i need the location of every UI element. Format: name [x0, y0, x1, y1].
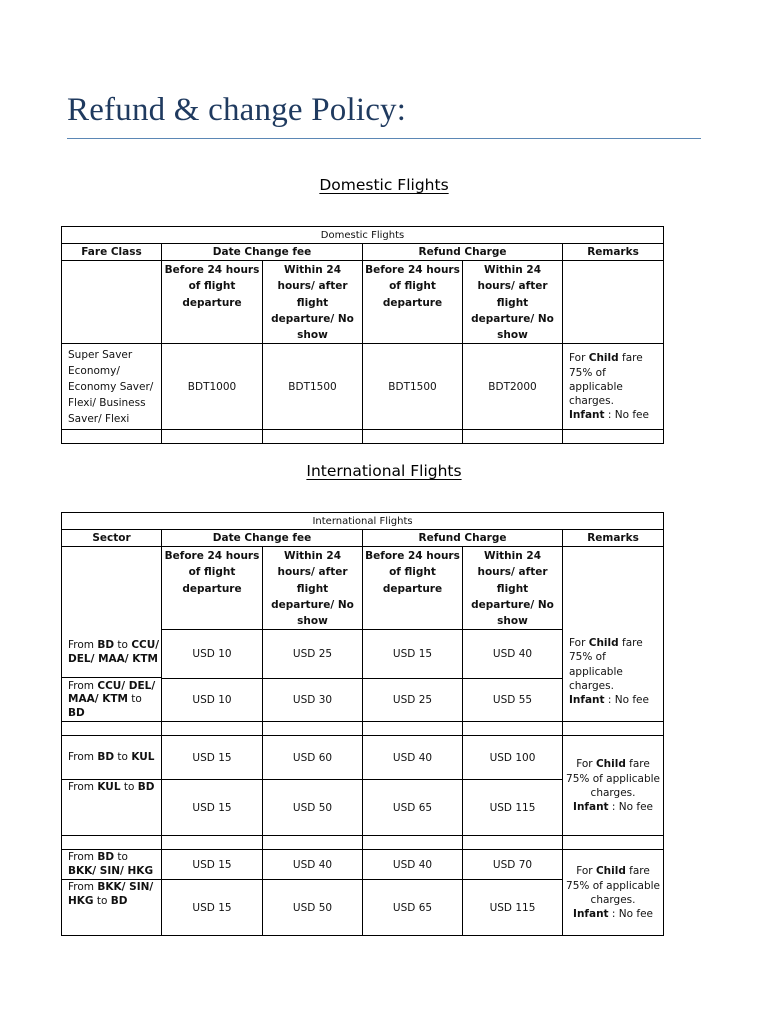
sector-text: From — [68, 881, 98, 894]
sector-text: to — [127, 693, 142, 706]
sector-destination: BD — [137, 781, 155, 794]
subheader-rf-within: Within 24 hours/ after flight departure/ No show — [463, 547, 563, 630]
sector-text: From — [68, 639, 98, 652]
subheader-dc-within: Within 24 hours/ after flight departure/ No show — [263, 261, 363, 344]
international-table — [61, 512, 664, 936]
rf-before-cell: USD 65 — [363, 880, 463, 936]
remark-text: fare 75% of applicable charges. — [566, 865, 661, 906]
sector-cell — [62, 780, 162, 836]
empty-cell — [363, 722, 463, 736]
subheader-rf-before: Before 24 hours of flight departure — [363, 547, 463, 630]
header-date-change: Date Change fee — [162, 244, 363, 261]
empty-cell — [363, 836, 463, 850]
sector-cell — [62, 628, 161, 678]
dc-within-cell: USD 50 — [263, 780, 363, 836]
sector-text: From — [68, 851, 98, 864]
remark-child: Child — [588, 352, 619, 365]
dc-before-cell: BDT1000 — [162, 344, 263, 430]
empty-cell — [62, 836, 162, 850]
remark-text: For — [569, 637, 589, 649]
header-refund: Refund Charge — [363, 530, 563, 547]
remark-infant: Infant — [573, 908, 609, 921]
remark-text: : No fee — [604, 409, 649, 422]
rf-within-cell: USD 115 — [463, 880, 563, 936]
remark-infant: Infant — [573, 801, 609, 814]
sector-text: to — [114, 851, 128, 864]
rf-before-cell: USD 65 — [363, 780, 463, 836]
dc-within-cell: USD 30 — [263, 679, 363, 722]
header-sector: Sector — [62, 530, 162, 547]
header-date-change: Date Change fee — [162, 530, 363, 547]
rf-before-cell: BDT1500 — [363, 344, 463, 430]
rf-within-cell: USD 100 — [463, 736, 563, 780]
header-remarks: Remarks — [563, 530, 664, 547]
sector-cell — [62, 850, 162, 880]
sector-text: to — [114, 639, 132, 652]
rf-within-cell: USD 115 — [463, 780, 563, 836]
subheader-remarks-empty — [563, 261, 664, 344]
remark-text: For — [569, 352, 589, 365]
dc-before-cell: USD 15 — [162, 780, 263, 836]
sector-text: to — [114, 751, 132, 764]
subheader-rf-within: Within 24 hours/ after flight departure/ No show — [463, 261, 563, 344]
sector-group-1 — [62, 547, 162, 722]
sector-origin: BD — [97, 851, 115, 864]
rf-before-cell: USD 25 — [363, 679, 463, 722]
subheader-dc-before: Before 24 hours of flight departure — [162, 261, 263, 344]
remark-text: fare 75% of applicable charges. — [569, 637, 643, 692]
sector-origin: BD — [97, 751, 115, 764]
remark-text: : No fee — [608, 801, 654, 814]
dc-before-cell: USD 10 — [162, 679, 263, 722]
rf-before-cell: USD 15 — [363, 630, 463, 679]
dc-within-cell: USD 40 — [263, 850, 363, 880]
remark-child: Child — [588, 637, 619, 649]
empty-cell — [263, 722, 363, 736]
dc-within-cell: BDT1500 — [263, 344, 363, 430]
sector-text: From — [68, 781, 98, 794]
remark-child: Child — [595, 865, 626, 878]
remark-cell-group-2 — [563, 736, 664, 836]
remark-text: For — [576, 865, 596, 878]
sector-cell — [62, 880, 162, 936]
fare-class-cell: Super Saver Economy/ Economy Saver/ Flexi/ Business Saver/ Flexi — [62, 344, 162, 430]
dc-within-cell: USD 50 — [263, 880, 363, 936]
dc-within-cell: USD 25 — [263, 630, 363, 679]
domestic-table — [61, 226, 664, 444]
rf-within-cell: USD 70 — [463, 850, 563, 880]
sector-destination: BD — [110, 894, 128, 907]
rf-within-cell: USD 40 — [463, 630, 563, 679]
subheader-dc-before: Before 24 hours of flight departure — [162, 547, 263, 630]
dc-within-cell: USD 60 — [263, 736, 363, 780]
rf-before-cell: USD 40 — [363, 850, 463, 880]
subheader-dc-within: Within 24 hours/ after flight departure/ No show — [263, 547, 363, 630]
remark-text: : No fee — [604, 694, 649, 707]
international-table-caption: International Flights — [62, 513, 664, 530]
subheader-rf-before: Before 24 hours of flight departure — [363, 261, 463, 344]
remark-infant: Infant — [569, 409, 605, 422]
empty-cell — [162, 722, 263, 736]
sector-text: From — [68, 751, 98, 764]
title-divider — [67, 138, 701, 139]
empty-cell — [162, 836, 263, 850]
header-fare-class: Fare Class — [62, 244, 162, 261]
dc-before-cell: USD 15 — [162, 880, 263, 936]
header-refund: Refund Charge — [363, 244, 563, 261]
sector-text: to — [120, 781, 138, 794]
sector-cell — [62, 678, 161, 721]
dc-before-cell: USD 15 — [162, 850, 263, 880]
empty-cell — [463, 836, 563, 850]
header-remarks: Remarks — [563, 244, 664, 261]
empty-cell — [62, 722, 162, 736]
sector-destination: CCU/ DEL/ MAA/ KTM — [68, 639, 160, 665]
remark-infant: Infant — [569, 694, 605, 707]
empty-cell — [263, 430, 363, 444]
remark-text: For — [576, 758, 596, 771]
empty-cell — [463, 430, 563, 444]
rf-before-cell: USD 40 — [363, 736, 463, 780]
empty-cell — [363, 430, 463, 444]
remark-child: Child — [595, 758, 626, 771]
sector-origin: CCU/ DEL/ MAA/ KTM — [68, 679, 156, 706]
sector-cell — [62, 736, 162, 780]
empty-cell — [563, 836, 664, 850]
remark-cell-group-3 — [563, 850, 664, 936]
empty-cell — [463, 722, 563, 736]
rf-within-cell: BDT2000 — [463, 344, 563, 430]
remark-cell-group-1 — [563, 547, 664, 722]
remark-text: fare 75% of applicable charges. — [566, 758, 661, 799]
empty-cell — [263, 836, 363, 850]
remark-text: fare 75% of applicable charges. — [569, 352, 643, 408]
dc-before-cell: USD 15 — [162, 736, 263, 780]
sector-origin: BKK/ SIN/ HKG — [68, 881, 154, 907]
empty-cell — [563, 430, 664, 444]
sector-destination: BD — [68, 706, 85, 719]
subheader-empty — [62, 261, 162, 344]
domestic-heading: Domestic Flights — [319, 176, 449, 194]
sector-text: From — [68, 679, 98, 692]
remark-cell — [563, 344, 664, 430]
remark-text: : No fee — [608, 908, 654, 921]
sector-origin: BD — [97, 639, 115, 652]
international-heading: International Flights — [306, 462, 462, 480]
empty-cell — [62, 430, 162, 444]
empty-cell — [563, 722, 664, 736]
sector-destination: KUL — [131, 751, 155, 764]
domestic-table-caption: Domestic Flights — [62, 227, 664, 244]
sector-destination: BKK/ SIN/ HKG — [68, 864, 154, 877]
dc-before-cell: USD 10 — [162, 630, 263, 679]
rf-within-cell: USD 55 — [463, 679, 563, 722]
sector-origin: KUL — [97, 781, 121, 794]
empty-cell — [162, 430, 263, 444]
page-title: Refund & change Policy: — [67, 92, 407, 128]
sector-text: to — [93, 894, 111, 907]
